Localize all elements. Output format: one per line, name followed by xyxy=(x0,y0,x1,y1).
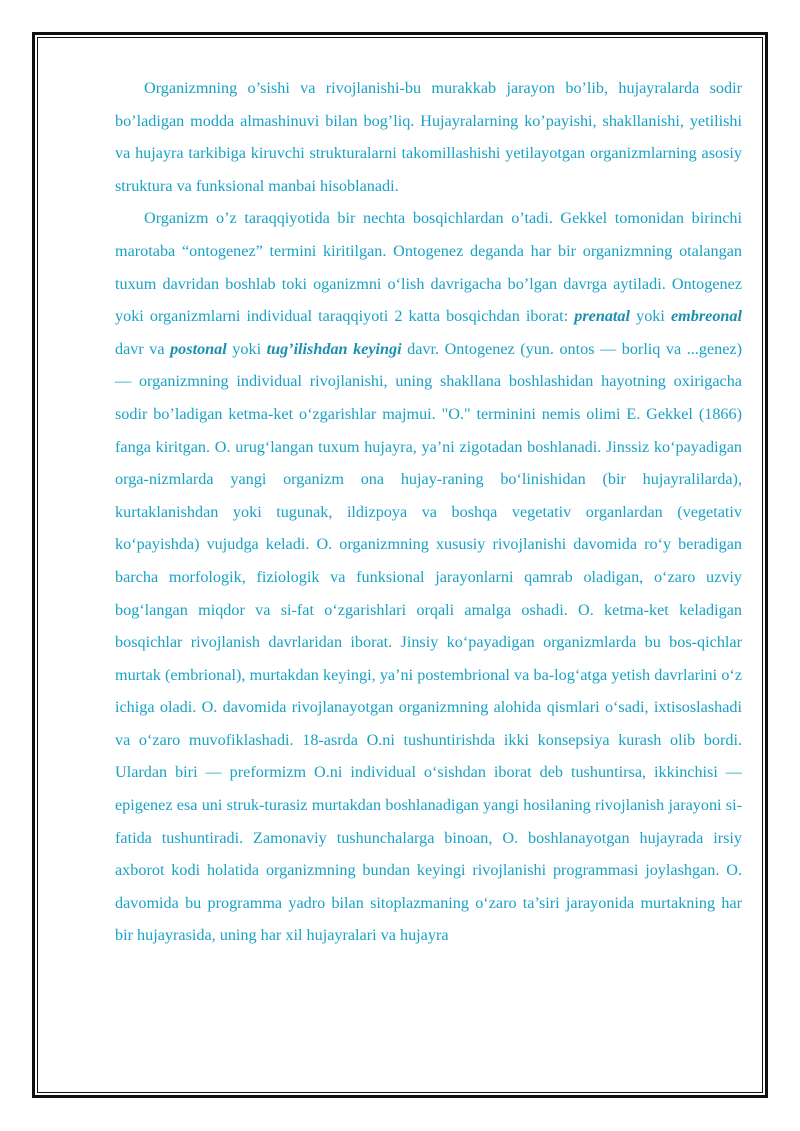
paragraph-2-rest: davr. Ontogenez (yun. ontos — borliq va ...genez) — organizmning individual rivojlanishi, uning shakllana boshlashidan hayotning oxirigacha sodir bo’ladigan ketma-ket o‘zgarishlar majmui. "O." terminini nemis olimi E. Gekkel (1866) fanga kiritgan. O. urug‘langan tuxum hujayra, ya’ni zigotadan boshlanadi. Jinssiz ko‘payadigan orga-nizmlarda yangi organizm ona hujay-raning bo‘linishidan (bir hujayralilarda), kurtaklanishdan yoki tugunak, ildizpoya va boshqa vegetativ organlardan (vegetativ ko‘payishda) vujudga keladi. O. organizmning xususiy rivojlanishi davomida ro‘y beradigan barcha morfologik, fiziologik va funksional jarayonlarni qamrab oladigan, o‘zaro uzviy bog‘langan miqdor va si-fat o‘zgarishlari orqali amalga oshadi. O. ketma-ket keladigan bosqichlar rivojlanish davrlaridan iborat. Jinsiy ko‘payadigan organizmlarda bu bos-qichlar murtak (embrional), murtakdan keyingi, ya’ni postembrional va ba-log‘atga yetish davrlarini o‘z ichiga oladi. O. davomida rivojlanayotgan organizmning alohida qismlari o‘sadi, ixtisoslashadi va o‘zaro muvofiklashadi. 18-asrda O.ni tushuntirishda ikki konsepsiya kurash olib bordi. Ulardan biri — preformizm O.ni individual o‘sishdan iborat deb tushuntirsa, ikkinchisi — epigenez esa uni struk-turasiz murtakdan boshlanadigan yangi hosilaning rivojlanish jarayoni si-fatida tushuntiradi. Zamonaviy tushunchalarga binoan, O. boshlanayotgan hujayrada irsiy axborot kodi holatida organizmning bundan keyingi rivojlanishi programmasi joylashgan. O. davomida bu programma yadro bilan sitoplazmaning o‘zaro ta’siri jarayonida murtakning har bir hujayrasida, uning har xil hujayralari va hujayra xyxy=(115,339,742,945)
document-body xyxy=(115,72,742,1072)
connector-yoki-2: yoki xyxy=(232,339,262,358)
connector-davr-va: davr va xyxy=(115,339,165,358)
paragraph-2-intro: Organizm o’z taraqqiyotida bir nechta bosqichlardan o’tadi. Gekkel tomonidan birinchi marotaba “ontogenez” termini kiritilgan. Ontogenez deganda har bir organizmning otalangan tuxum davridan boshlab toki oganizmni o‘lish davrigacha bo’lgan davrga aytiladi. Ontogenez yoki organizmlarni individual taraqqiyoti 2 katta bosqichdan iborat: xyxy=(115,209,742,326)
paragraph-1-text: Organizmning o’sishi va rivojlanishi-bu murakkab jarayon bo’lib, hujayralarda sodir bo’ladigan modda almashinuvi bilan bog’liq. Hujayralarning ko’payishi, shakllanishi, yetilishi va hujayra tarkibiga kiruvchi strukturalarni takomillashishi yetilayotgan organizmlarning asosiy struktura va funksional manbai hisoblanadi. xyxy=(115,79,742,195)
term-tugilishdan-keyingi: tug’ilishdan keyingi xyxy=(266,339,402,358)
connector-yoki-1: yoki xyxy=(636,307,665,326)
term-embreonal: embreonal xyxy=(670,307,742,326)
paragraph-1 xyxy=(115,72,742,202)
term-postonal: postonal xyxy=(170,339,227,358)
term-prenatal: prenatal xyxy=(574,307,631,326)
paragraph-2 xyxy=(115,202,742,952)
